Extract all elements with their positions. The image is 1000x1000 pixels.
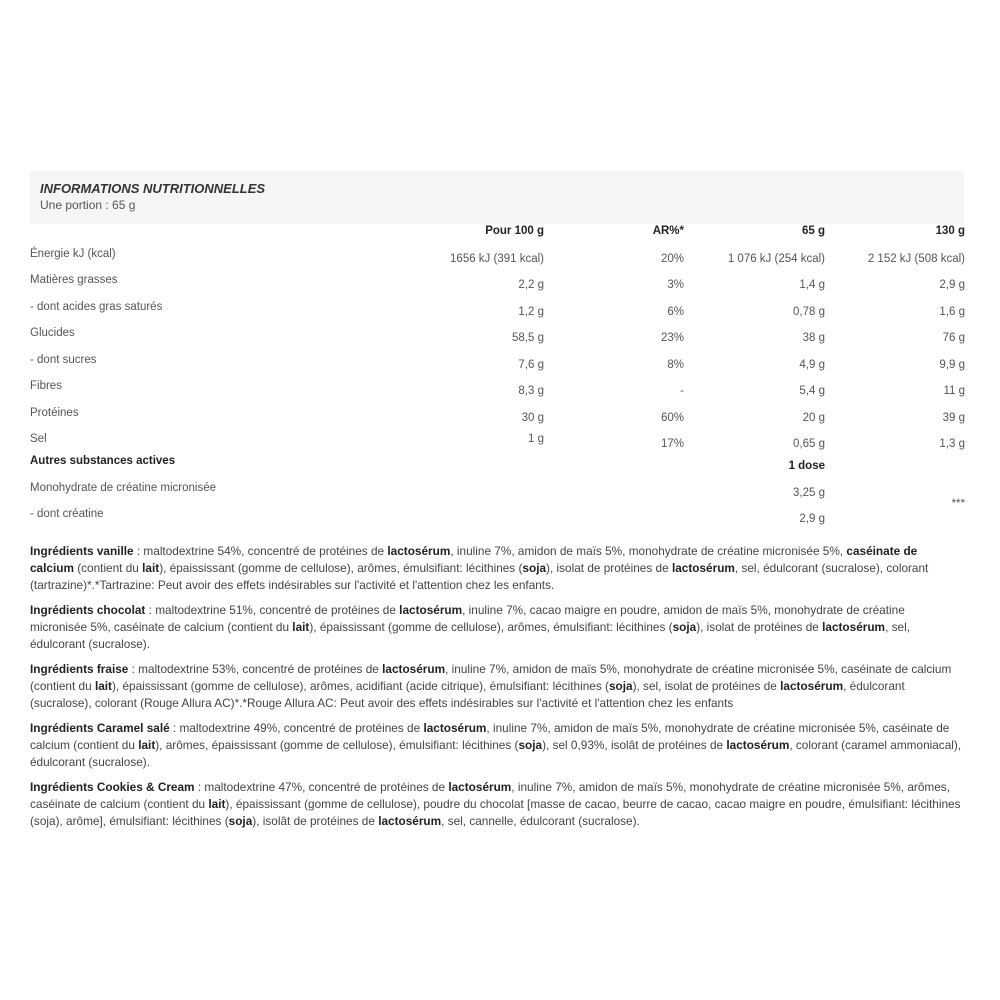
column-header: 130 g [935,225,965,237]
ingredient-text: , inuline 7%, amidon de maïs 5%, monohydrate de créatine micronisée 5%, caséinate de calcium (contient du [30,662,952,693]
nutrient-value: 60% [660,412,684,424]
ingredient-text: ), épaississant (gomme de cellulose), poudre du chocolat [masse de cacao, beurre de cacao, cacao maigre en poudre, émulsifiant: lécithines (soja), arôme], émulsifiant: lécithines ( [30,797,961,828]
ingredient-text: , sel, édulcorant (sucralose), colorant (tartrazine)*.*Tartrazine: Peut avoir des effets indésirables sur l'activité et l'attention chez les enfants. [30,561,929,592]
ingredient-text: : maltodextrine 49%, concentré de protéines de [169,721,424,735]
nutrient-value: 1,2 g [518,306,544,318]
ingredients-section [30,543,964,838]
ingredient-highlight: lactosérum [448,780,512,794]
active-value: 3,25 g [793,487,825,499]
nutrient-value: 58,5 g [512,332,544,344]
active-row-label: - dont créatine [30,508,104,520]
ingredient-text: , inuline 7%, amidon de maïs 5%, monohydrate de créatine micronisée 5%, arômes, caséinate de calcium (contient du [30,780,950,811]
ingredient-highlight: lactosérum [822,620,886,634]
ingredient-highlight: lactosérum [387,544,451,558]
ingredient-highlight: lait [138,738,156,752]
ingredient-text: ), épaississant (gomme de cellulose), arômes, émulsifiant: lécithines ( [309,620,673,634]
ingredient-highlight: Ingrédients chocolat [30,603,146,617]
row-label: Énergie kJ (kcal) [30,248,116,260]
ingredient-highlight: soja [522,561,547,575]
ingredient-highlight: Ingrédients Caramel salé [30,721,170,735]
ingredient-highlight: soja [608,679,633,693]
ingredient-highlight: soja [228,814,253,828]
nutrient-value: 38 g [802,332,825,344]
ingredient-text: , édulcorant (sucralose), colorant (Rouge Allura AC)*.*Rouge Allura AC: Peut avoir des effets indésirables sur l'activité et l'attention chez les enfants [30,679,905,710]
nutrient-value: 20 g [802,412,825,424]
nutrient-value: 2 152 kJ (508 kcal) [867,253,965,265]
section-title: INFORMATIONS NUTRITIONNELLES [40,181,266,196]
dose-column-header: 1 dose [788,460,825,472]
ingredient-text: ), sel 0,93%, isolât de protéines de [542,738,727,752]
ingredient-text: ), épaississant (gomme de cellulose), arômes, acidifiant (acide citrique), émulsifiant: lécithines ( [111,679,609,693]
nutrient-value: 30 g [521,412,544,424]
ingredients-caramel-sale [30,720,964,771]
ingredient-text: , inuline 7%, cacao maigre en poudre, amidon de maïs 5%, monohydrate de créatine micronisée 5%, caséinate de calcium (contient du [30,603,905,634]
ingredient-text: : maltodextrine 51%, concentré de protéines de [145,603,400,617]
ingredient-highlight: Ingrédients vanille [30,544,134,558]
nutrition-header [30,171,964,224]
row-label: Protéines [30,407,79,419]
ingredient-highlight: lait [94,679,112,693]
nutrient-value: 8,3 g [518,385,544,397]
nutrient-value: 5,4 g [799,385,825,397]
ingredient-text: : maltodextrine 47%, concentré de protéines de [194,780,449,794]
active-value: 2,9 g [799,513,825,525]
footnote-marker: *** [951,498,965,510]
column-header: AR%* [652,225,684,237]
ingredient-text: ), isolat de protéines de [546,561,672,575]
ingredient-highlight: lait [292,620,310,634]
nutrient-value: 0,65 g [793,438,825,450]
nutrient-value: 8% [667,359,684,371]
ingredient-highlight: lactosérum [423,721,487,735]
ingredient-highlight: soja [518,738,543,752]
ingredient-highlight: lait [142,561,160,575]
nutrient-value: 4,9 g [799,359,825,371]
ingredient-highlight: soja [672,620,697,634]
nutrient-value: 3% [667,279,684,291]
ingredient-highlight: lactosérum [726,738,790,752]
ingredient-text: , sel, cannelle, édulcorant (sucralose). [441,814,640,828]
ingredients-vanille [30,543,964,594]
nutrient-value: 1 076 kJ (254 kcal) [727,253,825,265]
row-label: - dont acides gras saturés [30,301,163,313]
ingredient-highlight: lactosérum [671,561,735,575]
ingredients-fraise [30,661,964,712]
ingredient-highlight: lactosérum [382,662,446,676]
row-label: Matières grasses [30,274,118,286]
ingredient-highlight: lactosérum [378,814,442,828]
row-label: - dont sucres [30,354,97,366]
nutrient-value: 2,9 g [939,279,965,291]
nutrient-value: 9,9 g [939,359,965,371]
ingredient-highlight: lactosérum [399,603,463,617]
ingredient-text: , colorant (caramel ammoniacal), édulcorant (sucralose). [30,738,962,769]
ingredient-text: ), sel, isolat de protéines de [632,679,781,693]
nutrient-value: 39 g [942,412,965,424]
nutrient-value: 6% [667,306,684,318]
ingredient-text: ), arômes, épaississant (gomme de cellulose), émulsifiant: lécithines ( [155,738,519,752]
ingredient-text: (contient du [73,561,143,575]
nutrient-value: - [680,385,684,397]
column-header: 65 g [801,225,825,237]
nutrient-value: 1 g [528,433,544,445]
ingredient-highlight: Ingrédients Cookies & Cream [30,780,195,794]
ingredient-highlight: Ingrédients fraise [30,662,129,676]
nutrient-value: 76 g [942,332,965,344]
nutrient-value: 11 g [943,385,965,397]
row-label: Sel [30,433,47,445]
ingredient-highlight: caséinate de calcium [30,544,918,575]
ingredients-chocolat [30,602,964,653]
nutrient-value: 23% [660,332,684,344]
ingredient-text: ), isolat de protéines de [696,620,823,634]
active-substances-title: Autres substances actives [30,455,176,467]
nutrient-value: 2,2 g [518,279,544,291]
row-label: Glucides [30,327,75,339]
column-header: Pour 100 g [485,225,544,237]
ingredient-text: , sel, édulcorant (sucralose). [30,620,910,651]
nutrient-value: 1,4 g [799,279,825,291]
ingredient-text: : maltodextrine 54%, concentré de protéines de [133,544,388,558]
ingredient-text: : maltodextrine 53%, concentré de protéines de [128,662,383,676]
ingredient-highlight: lactosérum [780,679,844,693]
row-label: Fibres [30,380,62,392]
nutrient-value: 20% [660,253,684,265]
nutrient-value: 17% [660,438,684,450]
ingredient-text: , inuline 7%, amidon de maïs 5%, monohydrate de créatine micronisée 5%, caséinate de calcium (contient du [30,721,950,752]
nutrient-value: 1,6 g [939,306,965,318]
ingredient-text: ), épaississant (gomme de cellulose), arômes, émulsifiant: lécithines ( [159,561,523,575]
nutrient-value: 1,3 g [939,438,965,450]
ingredient-text: , inuline 7%, amidon de maïs 5%, monohydrate de créatine micronisée 5%, [450,544,847,558]
ingredients-cookies-cream [30,779,964,830]
nutrient-value: 1656 kJ (391 kcal) [450,253,544,265]
nutrient-value: 0,78 g [793,306,825,318]
nutrient-value: 7,6 g [518,359,544,371]
ingredient-highlight: lait [208,797,226,811]
ingredient-text: ), isolât de protéines de [252,814,379,828]
active-row-label: Monohydrate de créatine micronisée [30,482,217,494]
portion-subtitle: Une portion : 65 g [40,198,136,212]
